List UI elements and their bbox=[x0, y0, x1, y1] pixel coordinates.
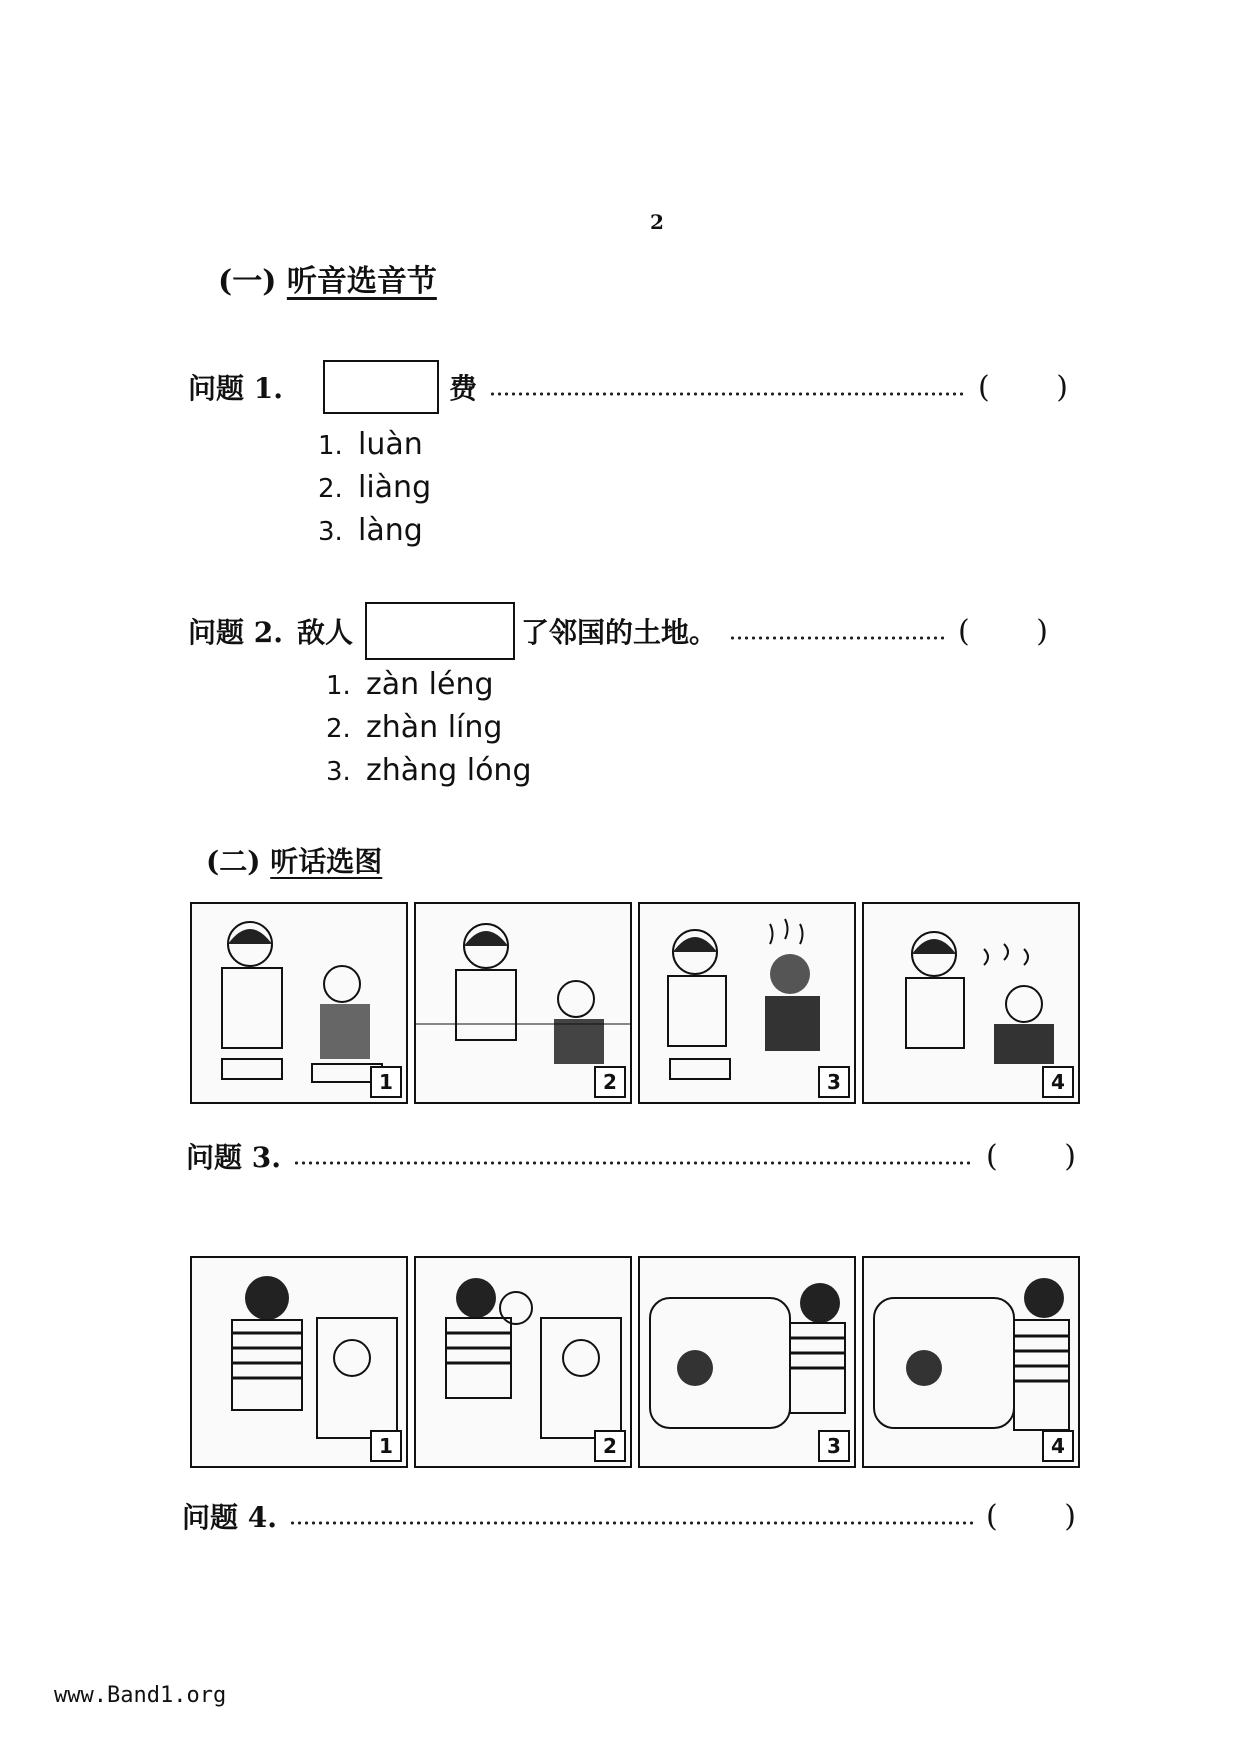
picture-panel[interactable] bbox=[414, 1256, 632, 1468]
section-1-heading: 听音选音节 bbox=[286, 264, 437, 299]
answer-parentheses[interactable] bbox=[958, 614, 1048, 649]
question-2-label: 问题 2. bbox=[188, 616, 283, 649]
question-4-line bbox=[182, 1496, 1076, 1536]
paren-close: ) bbox=[1036, 613, 1048, 649]
picture-panel[interactable] bbox=[414, 902, 632, 1104]
dotted-leader bbox=[293, 1161, 974, 1165]
panel-number: 2 bbox=[594, 1066, 626, 1098]
question-3-label: 问题 3. bbox=[186, 1141, 281, 1174]
answer-blank-box[interactable] bbox=[323, 360, 439, 414]
section-2-prefix: (二) bbox=[206, 845, 261, 878]
panel-number: 4 bbox=[1042, 1430, 1074, 1462]
paren-close: ) bbox=[1064, 1138, 1076, 1174]
panel-number: 1 bbox=[370, 1430, 402, 1462]
dotted-leader bbox=[289, 1521, 974, 1525]
paren-open: ( bbox=[986, 1138, 998, 1174]
section-1-title bbox=[218, 256, 437, 300]
option-item[interactable]: 3. làng bbox=[318, 513, 423, 548]
panel-number: 1 bbox=[370, 1066, 402, 1098]
footer-url: www.Band1.org bbox=[54, 1683, 227, 1708]
picture-panel[interactable] bbox=[190, 902, 408, 1104]
answer-parentheses[interactable] bbox=[986, 1499, 1076, 1534]
option-item[interactable]: 3. zhàng lóng bbox=[326, 753, 532, 788]
question-2-text-before: 敌人 bbox=[296, 616, 353, 649]
question-2-text-after: 了邻国的土地。 bbox=[521, 616, 718, 649]
panel-number: 3 bbox=[818, 1430, 850, 1462]
question-3-line bbox=[186, 1136, 1076, 1176]
option-item[interactable]: 2. liàng bbox=[318, 470, 432, 505]
dotted-leader bbox=[729, 636, 946, 640]
question-2-line bbox=[188, 602, 1048, 660]
question-2-options bbox=[326, 664, 531, 793]
page-number: 2 bbox=[650, 210, 664, 234]
section-2-title bbox=[206, 840, 382, 880]
question-4-picture-row bbox=[190, 1256, 1080, 1468]
panel-number: 3 bbox=[818, 1066, 850, 1098]
answer-parentheses[interactable] bbox=[978, 370, 1068, 405]
paren-open: ( bbox=[986, 1498, 998, 1534]
question-4-label: 问题 4. bbox=[182, 1501, 277, 1534]
option-item[interactable]: 2. zhàn líng bbox=[326, 710, 503, 745]
paren-open: ( bbox=[978, 369, 990, 405]
option-item[interactable]: 1. zàn léng bbox=[326, 667, 494, 702]
picture-panel[interactable] bbox=[638, 1256, 856, 1468]
option-item[interactable]: 1. luàn bbox=[318, 427, 423, 462]
paren-close: ) bbox=[1056, 369, 1068, 405]
picture-panel[interactable] bbox=[862, 902, 1080, 1104]
paren-close: ) bbox=[1064, 1498, 1076, 1534]
dotted-leader bbox=[489, 392, 966, 396]
answer-parentheses[interactable] bbox=[986, 1139, 1076, 1174]
question-3-picture-row bbox=[190, 902, 1080, 1104]
question-1-options bbox=[318, 424, 431, 553]
section-1-prefix: (一) bbox=[218, 264, 277, 299]
answer-blank-box[interactable] bbox=[365, 602, 515, 660]
picture-panel[interactable] bbox=[862, 1256, 1080, 1468]
question-1-label: 问题 1. bbox=[188, 372, 283, 405]
question-1-text-after: 费 bbox=[448, 372, 477, 405]
picture-panel[interactable] bbox=[638, 902, 856, 1104]
section-2-heading: 听话选图 bbox=[270, 845, 383, 878]
question-1-line bbox=[188, 360, 1068, 414]
panel-number: 4 bbox=[1042, 1066, 1074, 1098]
picture-panel[interactable] bbox=[190, 1256, 408, 1468]
paren-open: ( bbox=[958, 613, 970, 649]
panel-number: 2 bbox=[594, 1430, 626, 1462]
